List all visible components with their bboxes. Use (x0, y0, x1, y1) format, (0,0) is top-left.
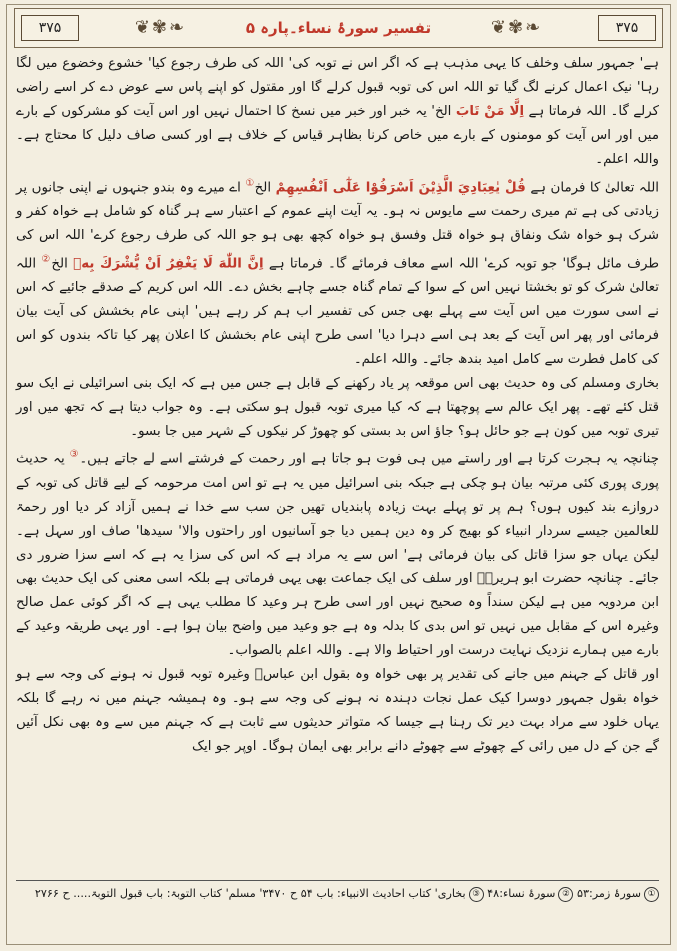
footnote-text: سورۂ زمر:۵۳ (576, 887, 641, 900)
paragraph (16, 172, 659, 372)
footnote (577, 887, 659, 900)
footnote-text: سورۂ نساء:۴۸ (487, 887, 556, 900)
body-text: اللہ تعالیٰ شرک کو تو بخشتا نہیں اس کے سوا کے تمام گناہ جسے چاہے بخش دے۔ اللہ اس کریم کے صدقے جائیے کہ اس نے اسی سورت میں اس آیت سے پہلے بھی جس کی تفسیر اب ہم کر رہے ہیں' اپنی عام بخشش کی آیت بیان فرمائی اور پھر اس آیت کے بعد ہی اسے دہرا دیا' اسی طرح اپنی عام بخشش کا اعلان پھر کیا تاکہ بندوں کو اس کی کامل فطرت سے کامل امید بندھ جائے۔ واللہ اعلم۔ (16, 256, 659, 367)
footnote-ref: ② (41, 253, 52, 265)
paragraph (16, 52, 659, 172)
footnote-ref: ③ (68, 449, 80, 461)
ornament-right-icon: ❦✾❧ (490, 17, 543, 38)
page-header (14, 8, 663, 48)
commentary-body (16, 52, 659, 759)
footnote-number: ① (644, 887, 659, 902)
body-text: بخاری ومسلم کی وہ حدیث بھی اس موقعہ پر یاد رکھنے کے قابل ہے جس میں ہے کہ ایک بنی اسرائیلی نے ایک سو قتل کئے تھے۔ پھر ایک عالم سے پوچھتا ہے کہ کیا میری توبہ قبول ہو سکتی ہے۔ وہ جواب دیتا ہے کہ تجھ میں اور تیری توبہ میں کون ہے جو حائل ہو؟ جاؤ اس بد بستی کو چھوڑ کر نیکوں کے شہر میں جا بسو۔ (16, 375, 659, 439)
footnote (487, 887, 573, 900)
page-number-left: ۳۷۵ (21, 15, 79, 41)
body-text: ہے' جمہور سلف وخلف کا یہی مذہب ہے کہ اگر اس نے توبہ کی' اللہ کی طرف رجوع کیا' خشوع وخضوع میں لگا رہا' نیک اعمال کرنے لگ گیا تو اللہ اس کی توبہ قبول کرلے گا اور مقتول کو اپنے پاس سے عوض دے کر اسے راضی کرلے گا۔ اللہ فرماتا ہے (16, 56, 659, 119)
ornament-left-icon: ❦✾❧ (134, 17, 187, 38)
page-number-right: ۳۷۵ (598, 15, 656, 41)
footnote-ref: ① (245, 177, 255, 189)
body-text: اور قاتل کے جہنم میں جانے کی تقدیر پر بھی خواہ وہ بقول ابن عباسؓ وغیرہ توبہ قبول نہ ہونے کی وجہ سے ہو خواہ بقول جمہور دوسرا کیک عمل نجات دہندہ نہ ہونے کی وجہ سے ہو۔ وہ ہمیشہ جہنم میں نہ رہے گا بلکہ یہاں خلود سے مراد بہت دیر تک رہنا ہے جیسا کہ متواتر حدیثوں سے ثابت ہے کہ جہنم میں سے وہ بھی نکل آئیں گے جن کے دل میں رائی کے چھوٹے سے چھوٹے دانے برابر بھی ایمان ہوگا۔ اوپر جو ایک (16, 667, 659, 754)
quran-verse: اِلَّا مَنْ تَابَ (455, 103, 525, 119)
body-text: یہ حدیث پوری پوری کئی مرتبہ بیان ہو چکی ہے جبکہ بنی اسرائیل میں یہ ہے تو اس امت مرحومہ کے لیے قاتل کی توبہ کے دروازے بند کیوں ہوں؟ ہم پر تو پہلے بہت زیادہ پابندیاں تھیں جن سب سے خدا نے ہمیں آزاد کر دیا اور رحمۃ للعالمین جیسے سردار انبیاء کو بھیج کر وہ دین ہمیں دیا جو آسانیوں اور راحتوں والا' سیدھا' صاف اور سہل ہے۔ لیکن یہاں جو سزا قاتل کی بیان فرمائی ہے' اس سے یہ مراد ہے کہ اس کی سزا یہ ہے کہ اسے سزا ضرور دی جائے۔ چنانچہ حضرت ابو ہریرہؓ اور سلف کی ایک جماعت بھی یہی فرماتی ہے بلکہ اسی معنی کی ایک حدیث بھی ابن مردویہ میں ہے لیکن سنداً وہ صحیح نہیں اور اسی طرح ہر وعید کا مطلب یہی ہے کہ اگر کوئی عمل صالح وغیرہ اس کے مقابل میں نہیں تو اس بدی کا بدلہ وہ ہے جو وعید میں واضح بیان ہوا ہے۔ اور یہی طریقہ وعید کے بارے میں ہمارے نزدیک نہایت درست اور احتیاط والا ہے۔ واللہ اعلم بالصواب۔ (16, 451, 659, 659)
paragraph (16, 663, 659, 759)
footnote-text: بخاری' کتاب احادیث الانبیاء: باب ۵۴ ح ۳۴۷۰' مسلم' کتاب التوبۃ: باب قبول التوبۃ..... ح ۲۷۶۶ (34, 887, 466, 900)
quran-verse: اِنَّ اللّٰهَ لَا يَغْفِرُ اَنْ يُّشْرَكَ بِهٖ (73, 256, 264, 272)
body-text: اے میرے وہ بندو جنہوں نے اپنی جانوں پر زیادتی کی ہے تم میری رحمت سے مایوس نہ ہو۔ یہ آیت اپنے عموم کے اعتبار سے ہر گناہ کو شامل ہے خواہ کفر و شرک ہو خواہ شک ونفاق ہو خواہ قتل وفسق ہو خواہ کچھ بھی ہو جو اللہ کی طرف رجوع کرے' اللہ اس کی طرف مائل ہوگا' جو توبہ کرے' اللہ اسے معاف فرمائے گا۔ فرماتا ہے (16, 180, 660, 272)
footnotes (16, 880, 659, 904)
paragraph (16, 372, 659, 444)
paragraph (16, 443, 659, 663)
footnote (35, 887, 484, 900)
body-text: الخ (254, 180, 276, 195)
footnote-number: ③ (469, 887, 484, 902)
page-title: تفسیر سورۂ نساء۔پارہ ۵ (245, 19, 432, 37)
quran-verse: قُلْ يٰعِبَادِيَ الَّذِيْنَ اَسْرَفُوْا عَلٰٓى اَنْفُسِهِمْ (275, 180, 526, 195)
body-text: الخ (51, 256, 74, 272)
body-text: چنانچہ یہ ہجرت کرتا ہے اور راستے میں ہی فوت ہو جاتا ہے اور رحمت کے فرشتے اسے لے جاتے ہیں۔ (79, 451, 659, 467)
body-text: الخ' یہ خبر اور خبر میں نسخ کا احتمال نہیں اور اس آیت کو مشرکوں کے بارے میں اور اس آیت کو مومنوں کے بارے میں خاص کرنا بظاہر قیاس کے خلاف ہے اور کسی صاف دلیل کا محتاج ہے۔ واللہ اعلم۔ (16, 103, 659, 167)
footnote-number: ② (558, 887, 573, 902)
body-text: اللہ تعالیٰ کا فرمان ہے (525, 180, 659, 195)
